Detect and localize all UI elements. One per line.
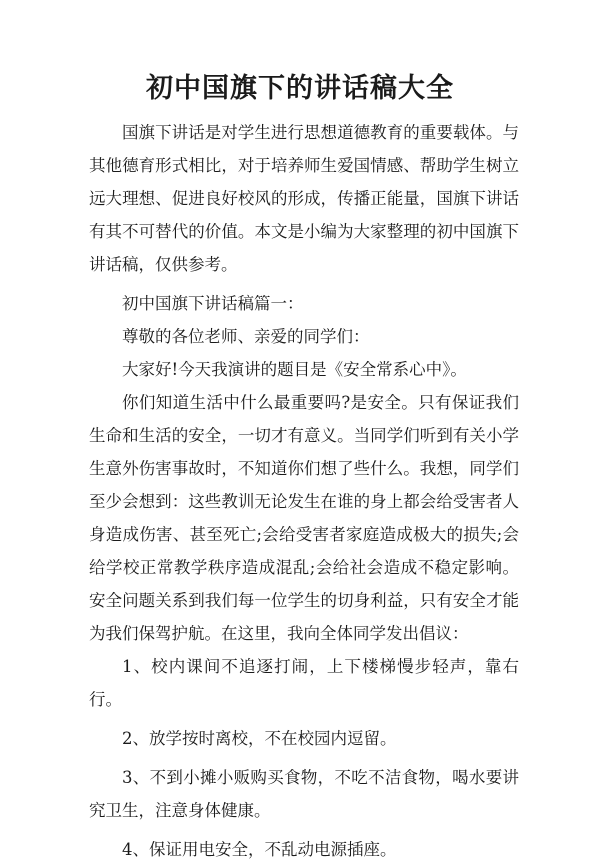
list-item: 4、保证用电安全，不乱动电源插座。 (122, 840, 397, 859)
paragraph-salutation: 尊敬的各位老师、亲爱的同学们： (122, 327, 370, 346)
list-item: 2、放学按时离校，不在校园内逗留。 (122, 729, 397, 748)
list-item: 3、不到小摊小贩购买食物，不吃不洁食物，喝水要讲究卫生，注意身体健康。 (89, 768, 519, 820)
list-item: 1、校内课间不追逐打闹，上下楼梯慢步轻声，靠右行。 (89, 657, 519, 709)
paragraph-greeting: 大家好!今天我演讲的题目是《安全常系心中》。 (122, 360, 467, 379)
document-body (89, 116, 519, 866)
page-title: 初中国旗下的讲话稿大全 (146, 73, 454, 104)
paragraph-section-heading: 初中国旗下讲话稿篇一： (122, 294, 304, 313)
paragraph-intro: 国旗下讲话是对学生进行思想道德教育的重要载体。与其他德育形式相比，对于培养师生爱国情感、帮助学生树立远大理想、促进良好校风的形成，传播正能量，国旗下讲话有其不可替代的价值。本文是小编为大家整理的初中国旗下讲话稿，仅供参考。 (89, 123, 519, 274)
paragraph-main: 你们知道生活中什么最重要吗?是安全。只有保证我们生命和生活的安全，一切才有意义。当同学们听到有关小学生意外伤害事故时，不知道你们想了些什么。我想，同学们至少会想到：这些教训无论发生在谁的身上都会给受害者人身造成伤害、甚至死亡;会给受害者家庭造成极大的损失;会给学校正常教学秩序造成混乱;会给社会造成不稳定影响。安全问题关系到我们每一位学生的切身利益，只有安全才能为我们保驾护航。在这里，我向全体同学发出倡议： (89, 393, 519, 643)
